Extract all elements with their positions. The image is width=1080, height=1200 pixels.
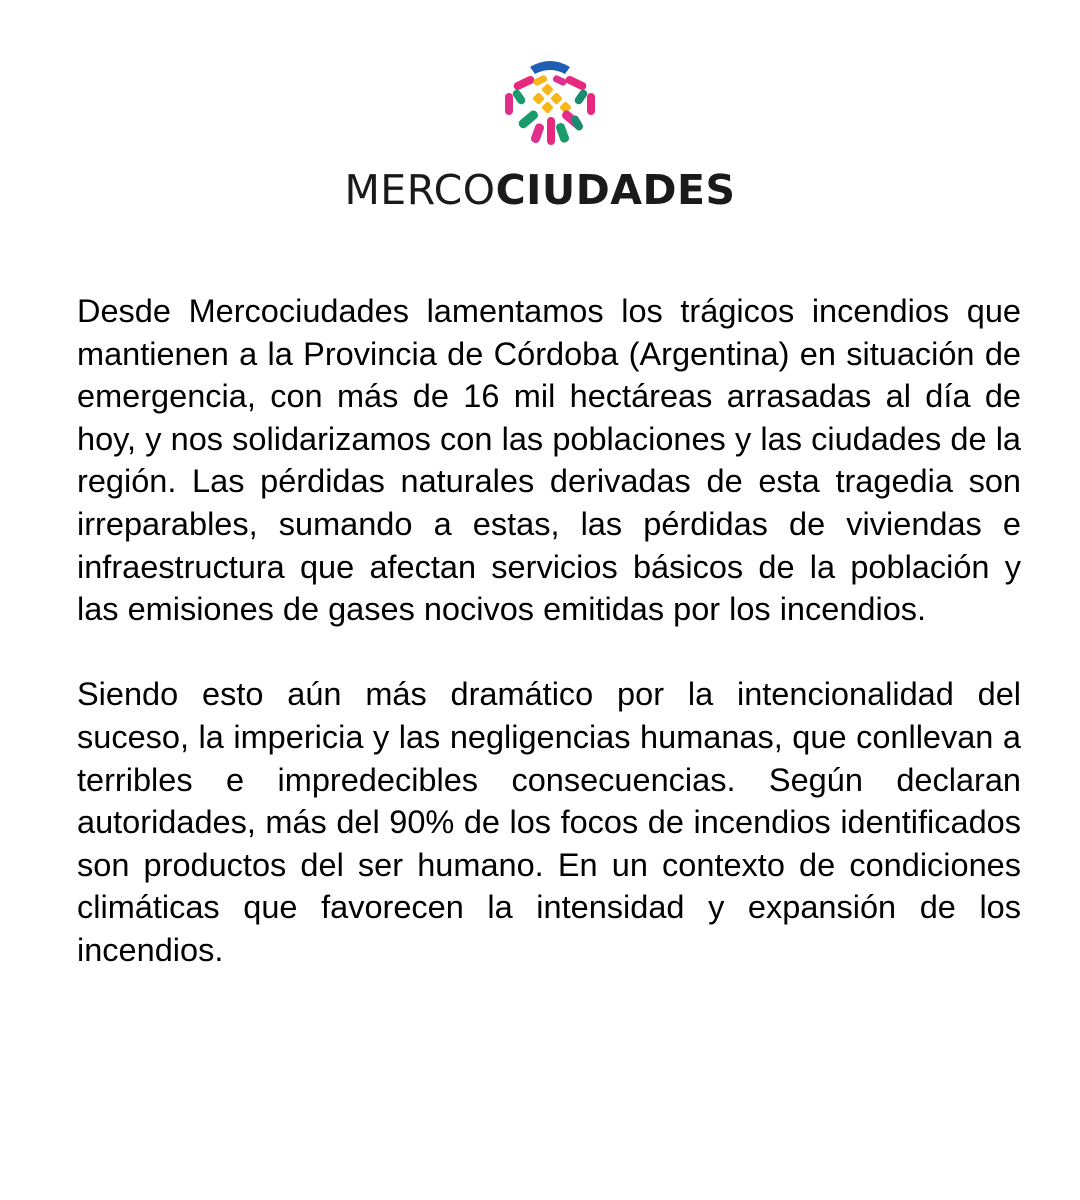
- logo-pink-stroke: [587, 93, 595, 115]
- mercociudades-logo-icon: [503, 57, 597, 151]
- logo-yellow-diamond: [541, 83, 554, 96]
- statement-body: [77, 290, 1021, 972]
- logo-teal-stroke: [573, 88, 589, 106]
- logo-magenta-stroke: [505, 93, 513, 115]
- logo-yellow-diamond: [532, 92, 545, 105]
- logo-wordmark: [0, 164, 1080, 216]
- statement-paragraph-2: Siendo esto aún más dramático por la intencionalidad del suceso, la impericia y las negligencias humanas, que conllevan a terribles e impredecibles consecuencias. Según declaran autoridades, más del 90% de los focos de incendios identificados son productos del ser humano. En un contexto de condiciones climáticas que favorecen la intensidad y expansión de los incendios.: [77, 676, 1021, 968]
- logo-yellow-diamond: [541, 101, 554, 114]
- logo-wordmark-light: MERCO: [344, 166, 496, 214]
- logo-pink-stroke: [547, 117, 555, 145]
- logo-green-stroke: [555, 122, 570, 144]
- logo-magenta-stroke: [552, 74, 568, 86]
- logo-wordmark-bold: CIUDADES: [495, 166, 736, 214]
- statement-paragraph-1: Desde Mercociudades lamentamos los trágicos incendios que mantienen a la Provincia de Córdoba (Argentina) en situación de emergencia, con más de 16 mil hectáreas arrasadas al día de hoy, y nos solidarizamos con las poblaciones y las ciudades de la región. Las pérdidas naturales derivadas de esta tragedia son irreparables, sumando a estas, las pérdidas de viviendas e infraestructura que afectan servicios básicos de la población y las emisiones de gases nocivos emitidas por los incendios.: [77, 293, 1021, 628]
- logo-pink-stroke: [512, 75, 535, 92]
- logo-pink-stroke: [564, 75, 587, 92]
- logo-yellow-diamond: [550, 92, 563, 105]
- logo-blue-arc: [530, 61, 570, 74]
- logo-magenta-stroke: [530, 122, 545, 144]
- logo-yellow-stroke: [532, 74, 548, 86]
- logo-green-stroke: [511, 88, 527, 106]
